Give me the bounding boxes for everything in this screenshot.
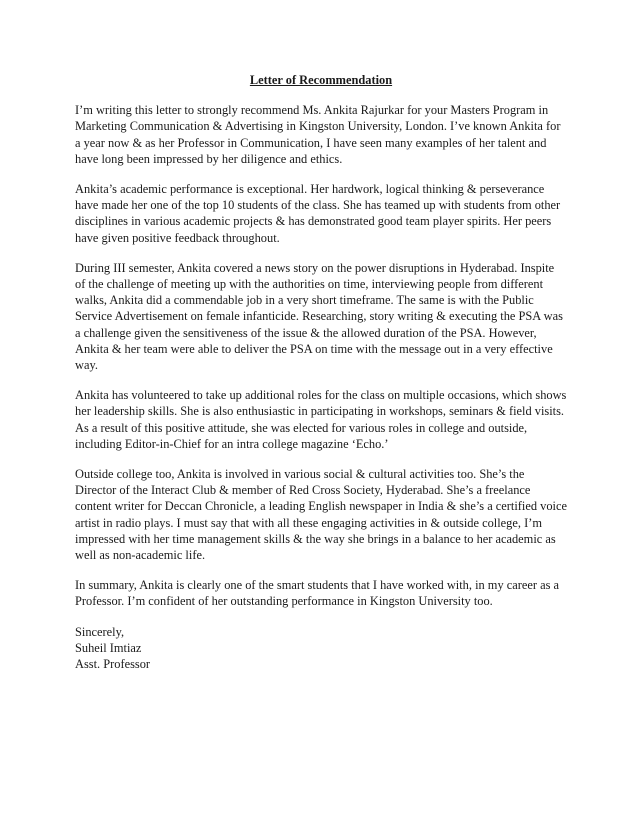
letter-closing	[75, 624, 567, 673]
letter-title: Letter of Recommendation	[249, 73, 393, 87]
paragraph-leadership: Ankita has volunteered to take up additional roles for the class on multiple occasions, which shows her leadership skills. She is also enthusiastic in participating in workshops, seminars & field visits. As a result of this positive attitude, she was elected for various roles in college and outside, including Editor-in-Chief for an intra college magazine ‘Echo.’	[75, 388, 567, 451]
paragraph-academic-performance: Ankita’s academic performance is exceptional. Her hardwork, logical thinking & perseverance have made her one of the top 10 students of the class. She has teamed up with students from other disciplines in various academic projects & has demonstrated good team player spirits. Her peers have given positive feedback throughout.	[75, 182, 561, 245]
paragraph-extracurricular: Outside college too, Ankita is involved in various social & cultural activities too. She’s the Director of the Interact Club & member of Red Cross Society, Hyderabad. She’s a freelance content writer for Deccan Chronicle, a leading English newspaper in India & she’s a certified voice artist in radio plays. I must say that with all these engaging activities in & outside college, I’m impressed with her time management skills & the way she brings in a balance to her academic as well as non-academic life.	[75, 467, 568, 563]
letter-body	[75, 72, 567, 672]
closing-salutation: Sincerely,	[75, 624, 125, 639]
signatory-designation: Asst. Professor	[75, 657, 151, 672]
paragraph-projects: During III semester, Ankita covered a news story on the power disruptions in Hyderabad. Inspite of the challenge of meeting up with the authorities on time, interviewing people from different walks, Ankita did a commendable job in a very short timeframe. The same is with the Public Service Advertisement on female infanticide. Researching, story writing & executing the PSA was a challenge given the sensitiveness of the issue & the allowed duration of the PSA. However, Ankita & her team were able to deliver the PSA on time with the message out in a very effective way.	[75, 260, 563, 373]
paragraph-introduction: I’m writing this letter to strongly recommend Ms. Ankita Rajurkar for your Masters Program in Marketing Communication & Advertising in Kingston University, London. I’ve known Ankita for a year now & as her Professor in Communication, I have seen many examples of her talent and have long been impressed by her diligence and ethics.	[75, 103, 561, 166]
paragraph-summary: In summary, Ankita is clearly one of the smart students that I have worked with, in my career as a Professor. I’m confident of her outstanding performance in Kingston University too.	[75, 578, 560, 609]
signatory-name: Suheil Imtiaz	[75, 640, 142, 655]
